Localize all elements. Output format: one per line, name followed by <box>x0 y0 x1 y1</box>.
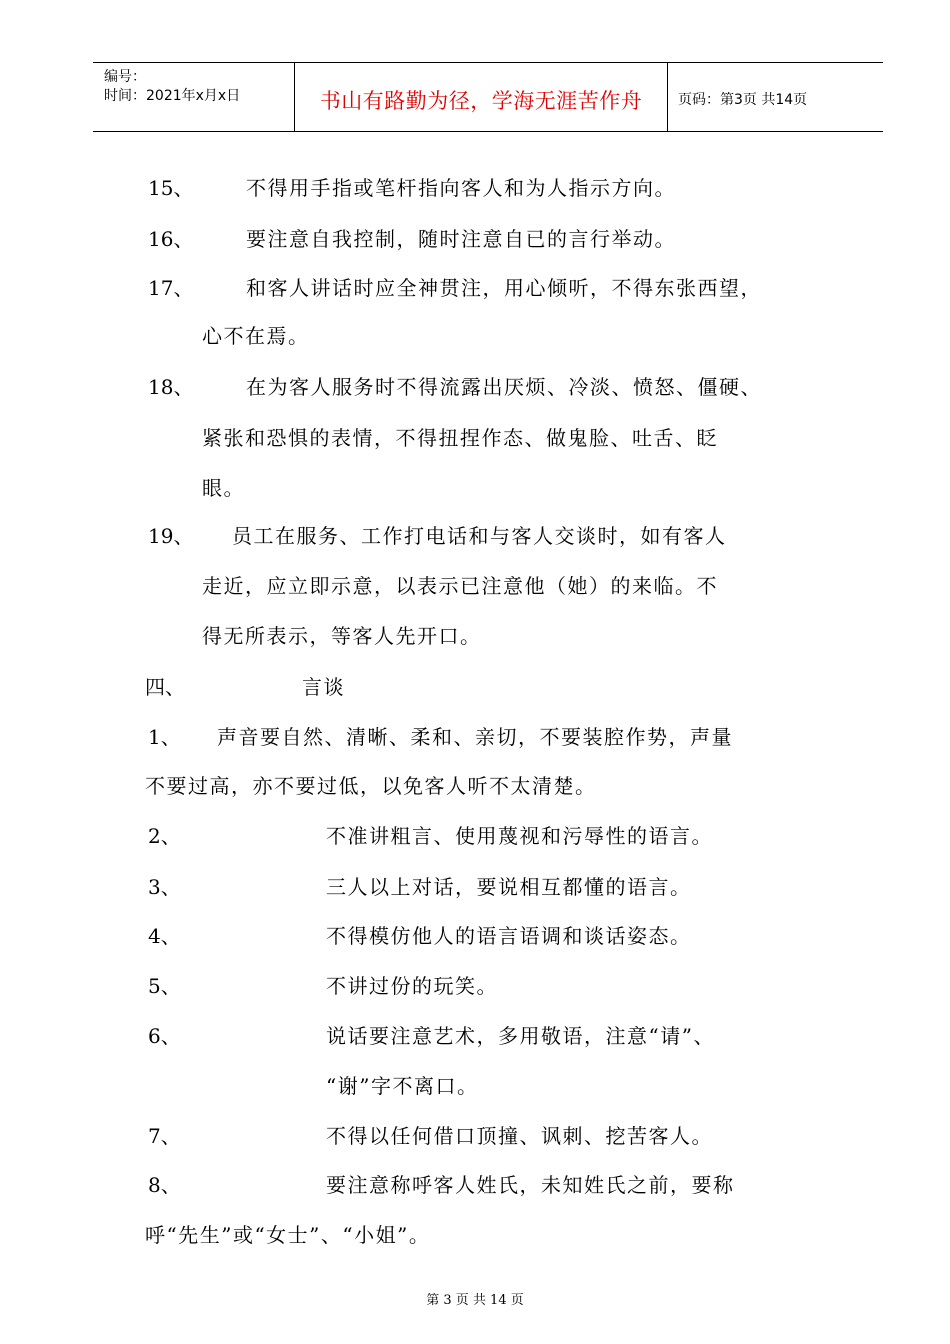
item-number: 19、 <box>148 524 194 548</box>
item-number: 18、 <box>148 375 194 399</box>
talk-item-number: 5、 <box>148 974 181 998</box>
talk-item-text: 不得模仿他人的语言语调和谈话姿态。 <box>326 924 692 948</box>
item-text: 走近，应立即示意，以表示已注意他（她）的来临。不 <box>202 574 718 598</box>
header-meta <box>93 63 295 131</box>
talk-item-text: 不要过高，亦不要过低，以免客人听不太清楚。 <box>145 774 597 798</box>
talk-item-text: 三人以上对话，要说相互都懂的语言。 <box>326 875 692 899</box>
talk-item-number: 7、 <box>148 1124 181 1148</box>
talk-item-text: 要注意称呼客人姓氏，未知姓氏之前，要称 <box>326 1173 735 1197</box>
item-text: 眼。 <box>202 476 245 500</box>
item-text: 要注意自我控制，随时注意自已的言行举动。 <box>246 227 676 251</box>
item-number: 16、 <box>148 227 194 251</box>
item-text: 员工在服务、工作打电话和与客人交谈时，如有客人 <box>232 524 727 548</box>
item-number: 15、 <box>148 176 194 200</box>
talk-item-number: 6、 <box>148 1024 181 1048</box>
section-number: 四、 <box>145 675 185 699</box>
talk-item-text: 不讲过份的玩笑。 <box>326 974 498 998</box>
talk-item-text: 不准讲粗言、使用蔑视和污辱性的语言。 <box>326 824 713 848</box>
talk-item-text: 呼“先生”或“女士”、“小姐”。 <box>145 1223 431 1247</box>
talk-item-text: “谢”字不离口。 <box>326 1074 479 1098</box>
item-text: 在为客人服务时不得流露出厌烦、冷淡、愤怒、僵硬、 <box>246 375 762 399</box>
page-info-text: 页码：第3页 共14页 <box>678 92 808 108</box>
time-line: 时间：2021年x月x日 <box>104 88 241 104</box>
page-header <box>93 62 883 132</box>
header-motto <box>295 63 668 131</box>
section-title: 言谈 <box>302 675 345 699</box>
talk-item-text: 声音要自然、清晰、柔和、亲切，不要装腔作势，声量 <box>217 725 733 749</box>
item-text: 和客人讲话时应全神贯注，用心倾听，不得东张西望， <box>246 276 762 300</box>
talk-item-number: 4、 <box>148 924 181 948</box>
item-number: 17、 <box>148 276 194 300</box>
motto-text: 书山有路勤为径，学海无涯苦作舟 <box>319 89 643 113</box>
talk-item-number: 1、 <box>148 725 181 749</box>
header-page-info <box>668 63 883 131</box>
talk-item-text: 不得以任何借口顶撞、讽刺、挖苦客人。 <box>326 1124 713 1148</box>
item-text: 心不在焉。 <box>202 324 310 348</box>
talk-item-number: 2、 <box>148 824 181 848</box>
talk-item-number: 3、 <box>148 875 181 899</box>
talk-item-text: 说话要注意艺术，多用敬语，注意“请”、 <box>326 1024 715 1048</box>
page-footer: 第 3 页 共 14 页 <box>426 1293 524 1308</box>
item-text: 得无所表示，等客人先开口。 <box>202 624 482 648</box>
item-text: 不得用手指或笔杆指向客人和为人指示方向。 <box>246 176 676 200</box>
item-text: 紧张和恐惧的表情，不得扭捏作态、做鬼脸、吐舌、眨 <box>202 426 718 450</box>
serial-label: 编号： <box>104 69 146 85</box>
talk-item-number: 8、 <box>148 1173 181 1197</box>
